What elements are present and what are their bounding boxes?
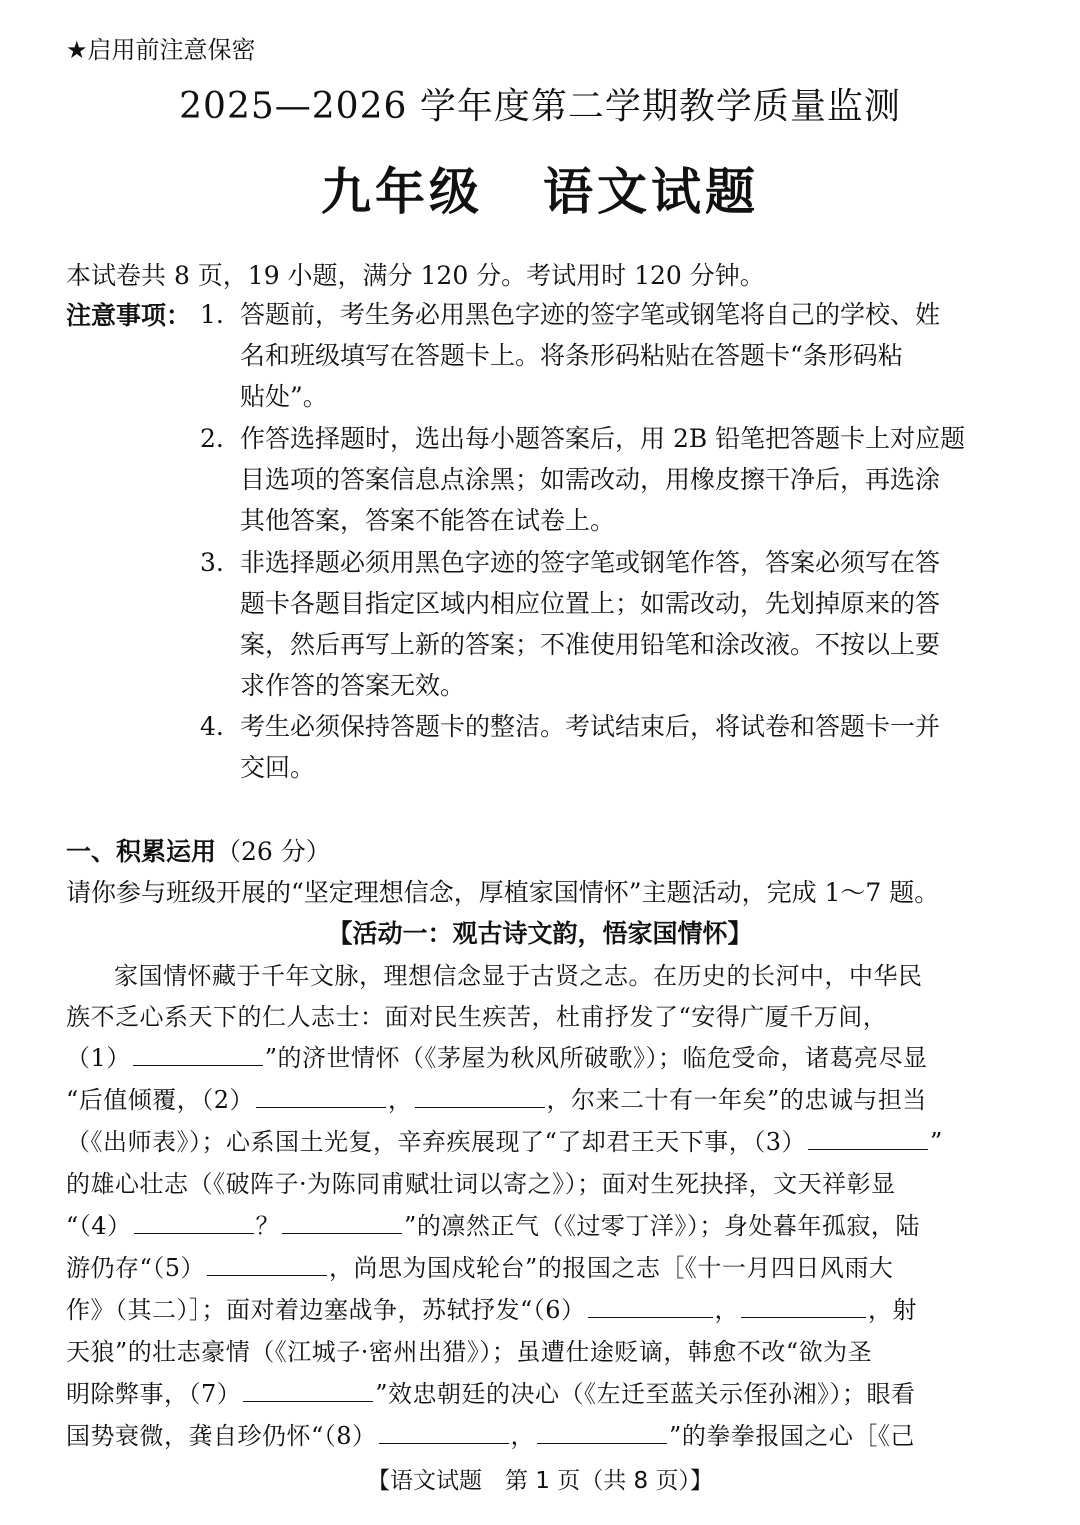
notice-line: 其他答案，答案不能答在试卷上。	[240, 506, 616, 535]
section-points: （26 分）	[216, 837, 331, 866]
passage-text: “（4）	[66, 1212, 132, 1240]
passage-line	[66, 1416, 1026, 1451]
exam-title: 2025—2026 学年度第二学期教学质量监测	[179, 86, 901, 127]
notice-line: 交回。	[240, 753, 316, 782]
notice-line: 案，然后再写上新的答案；不准使用铅笔和涂改液。不按以上要	[240, 630, 941, 659]
answer-blank-4a[interactable]	[134, 1211, 254, 1234]
passage-text: （《出师表》）；心系国土光复，辛弃疾展现了“了却君王天下事，（3）	[66, 1128, 807, 1156]
notice-item-3	[200, 542, 1030, 706]
answer-blank-6b[interactable]	[741, 1295, 866, 1318]
passage-text: ”的济世情怀（《茅屋为秋风所破歌》）；临危受命，诸葛亮尽显	[264, 1044, 928, 1072]
passage-text: ，尔来二十有一年矣”的忠诚与担当	[546, 1086, 927, 1114]
notice-number: 3.	[200, 548, 224, 577]
subject-label: 语文试题	[543, 163, 759, 221]
passage-text: “后值倾覆，（2）	[66, 1086, 255, 1114]
passage-text: ”效忠朝廷的决心（《左迁至蓝关示侄孙湘》）；眼看	[375, 1380, 916, 1408]
passage-text: ，射	[868, 1296, 918, 1324]
answer-blank-4b[interactable]	[282, 1211, 402, 1234]
notice-line: 答题前，考生务必用黑色字迹的签字笔或钢笔将自己的学校、姓	[240, 300, 941, 329]
notice-number: 2.	[200, 424, 224, 453]
passage-line	[66, 1290, 1026, 1325]
answer-blank-2a[interactable]	[256, 1085, 386, 1108]
passage-text: ”的拳拳报国之心［《己	[669, 1422, 915, 1450]
answer-blank-8a[interactable]	[379, 1421, 509, 1444]
passage-text: 游仍存“（5）	[66, 1254, 206, 1282]
passage-text: ，	[388, 1086, 413, 1114]
section-heading	[66, 832, 331, 868]
grade-label: 九年级	[321, 163, 483, 221]
answer-blank-3[interactable]	[808, 1127, 928, 1150]
answer-blank-6a[interactable]	[588, 1295, 713, 1318]
passage-text: （1）	[66, 1044, 131, 1072]
passage-line: 族不乏心系天下的仁人志士：面对民生疾苦，杜甫抒发了“安得广厦千万间，	[66, 1003, 888, 1031]
passage-line: 家国情怀藏于千年文脉，理想信念显于古贤之志。在历史的长河中，中华民	[114, 962, 923, 990]
answer-blank-5[interactable]	[207, 1253, 327, 1276]
paper-intro: 本试卷共 8 页，19 小题，满分 120 分。考试用时 120 分钟。	[66, 261, 765, 290]
passage-line	[66, 1038, 1026, 1073]
passage-text: ”	[930, 1128, 943, 1156]
passage-line: 天狼”的壮志豪情（《江城子·密州出猎》）；虽遭仕途贬谪，韩愈不改“欲为圣	[66, 1338, 873, 1366]
notice-line: 考生必须保持答题卡的整洁。考试结束后，将试卷和答题卡一并	[240, 712, 941, 741]
passage-line	[66, 1122, 1026, 1157]
answer-blank-8b[interactable]	[537, 1421, 667, 1444]
passage-text: 国势衰微，龚自珍仍怀“（8）	[66, 1422, 377, 1450]
passage-line: 的雄心壮志（《破阵子·为陈同甫赋壮词以寄之》）；面对生死抉择，文天祥彰显	[66, 1170, 896, 1198]
notice-line: 题卡各题目指定区域内相应位置上；如需改动，先划掉原来的答	[240, 589, 941, 618]
passage-line	[66, 1374, 1026, 1409]
passage-text: 作》（其二）］；面对着边塞战争，苏轼抒发“（6）	[66, 1296, 586, 1324]
notice-line: 求作答的答案无效。	[240, 671, 466, 700]
passage-text: 明除弊事，（7）	[66, 1380, 242, 1408]
passage-text: ，	[714, 1296, 740, 1324]
passage-text: ，尚思为国戍轮台”的报国之志［《十一月四日风雨大	[329, 1254, 894, 1282]
notice-line: 非选择题必须用黑色字迹的签字笔或钢笔作答，答案必须写在答	[240, 548, 941, 577]
notice-line: 作答选择题时，选出每小题答案后，用 2B 铅笔把答题卡上对应题	[240, 424, 966, 453]
answer-blank-7[interactable]	[243, 1379, 373, 1402]
activity-title: 【活动一：观古诗文韵，悟家国情怀】	[327, 919, 753, 948]
section-instruction: 请你参与班级开展的“坚定理想信念，厚植家国情怀”主题活动，完成 1～7 题。	[66, 878, 940, 907]
passage-line	[66, 1248, 1026, 1283]
passage-line	[66, 1206, 1026, 1241]
page-footer: 【语文试题 第 1 页（共 8 页）】	[366, 1468, 713, 1494]
passage-text: ？	[255, 1212, 281, 1240]
passage-line	[66, 1080, 1026, 1115]
paper-title	[0, 152, 1080, 224]
notice-line: 贴处”。	[240, 382, 328, 411]
confidential-mark: ★启用前注意保密	[66, 36, 256, 64]
notice-number: 4.	[200, 712, 224, 741]
notice-label: 注意事项：	[66, 301, 192, 330]
notice-line: 名和班级填写在答题卡上。将条形码粘贴在答题卡“条形码粘	[240, 341, 903, 370]
answer-blank-1[interactable]	[133, 1043, 263, 1066]
answer-blank-2b[interactable]	[415, 1085, 545, 1108]
notice-item-2	[200, 418, 1030, 541]
passage-text: ”的凛然正气（《过零丁洋》）；身处暮年孤寂，陆	[404, 1212, 920, 1240]
passage-text: ，	[510, 1422, 536, 1450]
notice-number: 1.	[200, 300, 224, 329]
section-title: 一、积累运用	[66, 837, 217, 866]
notice-line: 目选项的答案信息点涂黑；如需改动，用橡皮擦干净后，再选涂	[240, 465, 941, 494]
notice-item-4	[200, 706, 1030, 788]
notice-item-1	[200, 294, 1030, 417]
